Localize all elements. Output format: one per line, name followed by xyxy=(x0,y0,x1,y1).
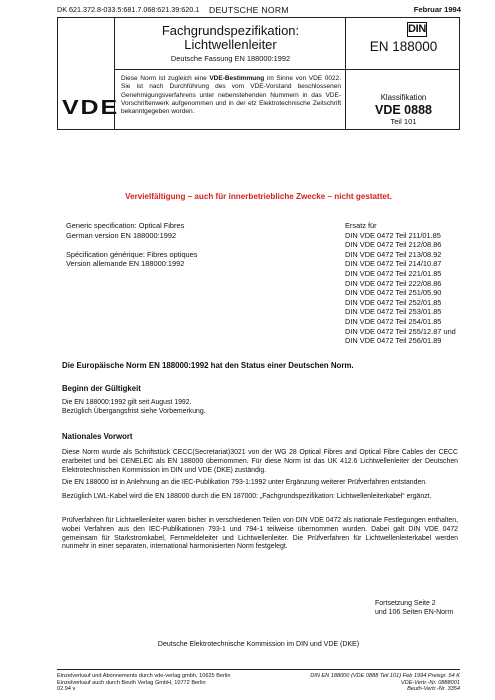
vde-note-bold: VDE-Bestimmung xyxy=(209,75,265,82)
vde-note xyxy=(121,75,341,116)
din-number: EN 188000 xyxy=(369,39,438,54)
continuation-note xyxy=(375,599,485,617)
list-item: DIN VDE 0472 Teil 213/08.92 xyxy=(345,249,442,259)
footer-right-line-2: VDE-Vertr.-Nr. 0888001 xyxy=(400,679,460,686)
footer-right-line-3: Beuth-Vertr.-Nr. 3354 xyxy=(407,686,460,693)
footer-left-line-1: Einzelverkauf und Abonnements durch vde-verlag gmbh, 10625 Berlin xyxy=(57,673,231,679)
dk-classification: DK 621.372.8-033.5:681.7.068:621.39:620.1 xyxy=(57,5,200,14)
title-line-2: Lichtwellenleiter xyxy=(184,37,277,52)
foreword-paragraph-4: Prüfverfahren für Lichtwellenleiter waren bisher in verschiedenen Teilen von DIN VDE 0472 als nationale Festlegungen enthalten, wobei Verfahren aus den IEC-Publikationen 793-1 und 794-1 teilweise übernommen wurden. Dabei galt DIN VDE 0472 gemeinsam für Starkstromkabel, Fernmeldeleiter und Lichtwellenleiter. Die Prüfverfahren für Lichtwellenleiterkabel werden nunmehr in einer separaten, international harmonisierten Norm festgelegt. xyxy=(62,517,458,551)
subtitle-version: Deutsche Fassung EN 188000:1992 xyxy=(170,54,291,63)
french-version: Version allemande EN 188000:1992 xyxy=(66,259,185,269)
part-number: Teil 101 xyxy=(390,117,417,126)
title-line-1: Fachgrundspezifikation: xyxy=(161,23,300,38)
foreword-paragraph-1: Diese Norm wurde als Schriftstück CECC(Secretariat)3021 von der WG 28 Optical Fibres and Optical Fibre Cables der CECC erarbeitet und bei CENELEC als EN 188000 übernommen. Für diese Norm ist das UK 412.6 Lichtwellenleiter der Deutschen Elektrotechnischen Kommission im DIN und VDE (DKE) zuständig. xyxy=(62,449,458,474)
list-item: DIN VDE 0472 Teil 255/12.87 und xyxy=(345,326,456,336)
list-item: DIN VDE 0472 Teil 214/10.87 xyxy=(345,259,442,269)
replaces-label: Ersatz für xyxy=(345,221,377,230)
english-version: German version EN 188000:1992 xyxy=(66,230,177,240)
list-item: DIN VDE 0472 Teil 222/08.86 xyxy=(345,278,442,288)
vde-logo: VDE xyxy=(62,97,120,119)
english-title: Generic specification: Optical Fibres xyxy=(66,221,185,230)
list-item: DIN VDE 0472 Teil 221/01.85 xyxy=(345,268,442,278)
footer-right-line-1: DIN EN 188000 (VDE 0888 Teil 101) Feb 1994 Preisgr. 54 K xyxy=(310,673,460,679)
list-item: DIN VDE 0472 Teil 251/05.90 xyxy=(345,288,442,298)
replaces-list xyxy=(345,221,465,346)
header-box xyxy=(57,17,460,130)
validity-text xyxy=(62,399,458,417)
vde-number: VDE 0888 xyxy=(375,103,432,117)
vde-note-prefix: Diese Norm ist zugleich eine xyxy=(121,75,210,82)
validity-line-1: Die EN 188000:1992 gilt seit August 1992. xyxy=(62,399,192,406)
continuation-line-1: Fortsetzung Seite 2 xyxy=(375,600,436,607)
din-logo: DIN xyxy=(408,23,427,35)
classification-label: Klassifikation xyxy=(380,93,427,102)
vde-note-rest: im Sinne von VDE 0022. Sie ist nach Durchführung des vom VDE-Vorstand beschlossenen Genehmigungsverfahrens unter nebenstehenden Nummern in das VDE-Vorschriftenwerk aufgenommen und in der etz Elektrotechnische Zeitschrift bekanntgegeben worden. xyxy=(121,75,341,116)
footer-left-line-2: Einzelverkauf auch durch Beuth Verlag GmbH, 10772 Berlin xyxy=(57,679,206,686)
status-statement: Die Europäische Norm EN 188000:1992 hat den Status einer Deutschen Norm. xyxy=(62,361,354,370)
foreword-heading: Nationales Vorwort xyxy=(62,432,133,441)
copy-warning: Vervielfältigung – auch für innerbetriebliche Zwecke – nicht gestattet. xyxy=(125,192,392,201)
footer-left xyxy=(57,673,231,693)
validity-heading: Beginn der Gültigkeit xyxy=(62,384,141,393)
list-item: DIN VDE 0472 Teil 256/01.89 xyxy=(345,336,442,346)
commission-name: Deutsche Elektrotechnische Kommission im DIN und VDE (DKE) xyxy=(157,641,360,648)
foreign-titles xyxy=(66,221,296,269)
continuation-line-2: und 106 Seiten EN-Norm xyxy=(375,609,454,616)
issue-date: Februar 1994 xyxy=(413,5,461,14)
list-item: DIN VDE 0472 Teil 252/01.85 xyxy=(345,297,442,307)
list-item: DIN VDE 0472 Teil 253/01.85 xyxy=(345,307,442,317)
footer-rule xyxy=(57,669,460,670)
french-title: Spécification générique: Fibres optiques xyxy=(66,249,198,259)
foreword-paragraph-3: Bezüglich LWL-Kabel wird die EN 188000 durch die EN 187000: „Fachgrundspezifikation: Lichtwellenleiterkabel“ ergänzt. xyxy=(62,493,432,500)
validity-line-2: Bezüglich Übergangsfrist siehe Vorbemerkung. xyxy=(62,407,206,415)
document-type-label: DEUTSCHE NORM xyxy=(209,5,289,15)
footer-right xyxy=(310,673,460,693)
list-item: DIN VDE 0472 Teil 254/01.85 xyxy=(345,316,442,326)
footer-left-line-3: 02.94 v xyxy=(57,686,76,693)
foreword-paragraph-2: Die EN 188000 ist in Anlehnung an die IEC-Publikation 793-1:1992 unter Ergänzung weiterer Prüfverfahren entstanden. xyxy=(62,479,428,486)
spacer xyxy=(66,240,296,250)
list-item: DIN VDE 0472 Teil 211/01.85 xyxy=(345,230,441,240)
header-divider-middle xyxy=(114,69,459,70)
list-item: DIN VDE 0472 Teil 212/08.86 xyxy=(345,240,442,250)
